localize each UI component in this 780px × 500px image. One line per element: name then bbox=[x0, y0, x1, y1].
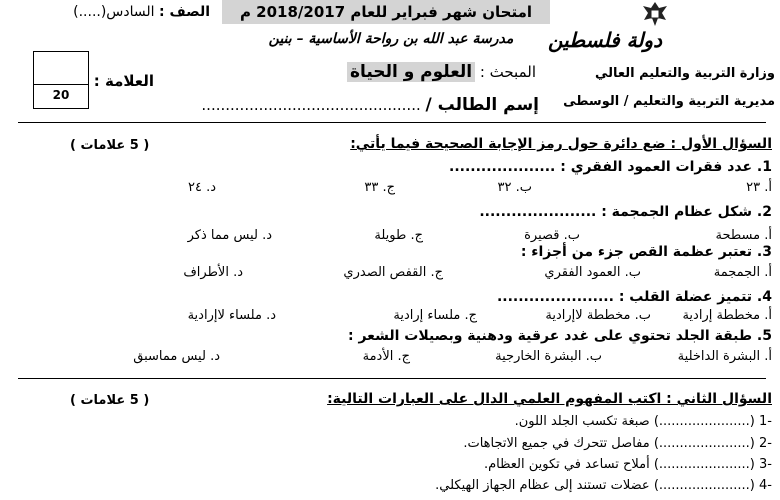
q1-item-3-option-c[interactable]: ج. القفص الصدري bbox=[343, 265, 443, 280]
section-divider bbox=[18, 378, 766, 379]
q2-item-3[interactable]: -3 (......................) أملاح تساعد في تكوين العظام. bbox=[483, 457, 772, 472]
grade-label: الصف : bbox=[159, 4, 210, 20]
q1-item-4-option-c[interactable]: ج. ملساء إرادية bbox=[393, 308, 477, 323]
grade-line bbox=[73, 4, 210, 20]
q1-item-3-stem: 3. تعتبر عظمة القص جزء من أجزاء : bbox=[520, 244, 772, 260]
q1-item-5-option-a[interactable]: أ. البشرة الداخلية bbox=[677, 349, 772, 364]
palestine-emblem-icon bbox=[641, 0, 669, 28]
subject-value: العلوم و الحياة bbox=[347, 62, 475, 82]
q1-title: السؤال الأول : ضع دائرة حول رمز الإجابة الصحيحة فيما يأتي: bbox=[350, 136, 772, 152]
q2-title: السؤال الثاني : اكتب المفهوم العلمي الدال على العبارات التالية: bbox=[327, 391, 772, 407]
q2-item-1[interactable]: -1 (......................) صبغة تكسب الجلد اللون. bbox=[514, 414, 772, 429]
q1-item-4-option-a[interactable]: أ. مخططة إرادية bbox=[682, 308, 772, 323]
q2-item-2[interactable]: -2 (......................) مفاصل تتحرك في جميع الاتجاهات. bbox=[463, 436, 772, 451]
q1-item-4-option-b[interactable]: ب. مخططة لاإرادية bbox=[545, 308, 651, 323]
q1-item-3-option-d[interactable]: د. الأطراف bbox=[183, 265, 243, 280]
q1-item-2-option-b[interactable]: ب. قصيرة bbox=[524, 228, 580, 243]
directorate-name: مديرية التربية والتعليم / الوسطى bbox=[563, 94, 775, 109]
mark-score-field[interactable] bbox=[34, 52, 88, 84]
q1-item-2-stem: 2. شكل عظام الجمجمة : ...................... bbox=[479, 204, 772, 220]
q1-item-5-option-c[interactable]: ج. الأدمة bbox=[362, 349, 410, 364]
q1-item-1-option-b[interactable]: ب. ٣٢ bbox=[497, 180, 532, 195]
mark-box-divider bbox=[34, 84, 88, 85]
student-name-line bbox=[201, 95, 539, 115]
mark-box bbox=[33, 51, 89, 109]
q1-item-1-option-c[interactable]: ج. ٣٣ bbox=[364, 180, 395, 195]
q1-item-5-option-b[interactable]: ب. البشرة الخارجية bbox=[495, 349, 602, 364]
exam-title: امتحان شهر فبراير للعام 2018/2017 م bbox=[239, 3, 533, 21]
ministry-name: وزارة التربية والتعليم العالي bbox=[594, 66, 775, 81]
q1-item-1-stem: 1. عدد فقرات العمود الفقري : .................... bbox=[449, 159, 772, 175]
header-divider bbox=[18, 122, 766, 123]
subject-line bbox=[347, 62, 536, 82]
q1-marks: ( 5 علامات ) bbox=[70, 138, 150, 153]
q1-item-3-option-a[interactable]: أ. الجمجمة bbox=[713, 265, 772, 280]
mark-label: العلامة : bbox=[93, 72, 154, 90]
student-label: إسم الطالب / bbox=[425, 95, 539, 115]
q1-item-5-stem: 5. طبقة الجلد تحتوي على غدد عرقية ودهنية وبصيلات الشعر : bbox=[347, 328, 772, 344]
q1-item-3-option-b[interactable]: ب. العمود الفقري bbox=[544, 265, 641, 280]
q1-item-2-option-a[interactable]: أ. مسطحة bbox=[715, 228, 772, 243]
q1-item-2-option-d[interactable]: د. ليس مما ذكر bbox=[187, 228, 272, 243]
mark-total: 20 bbox=[52, 88, 70, 102]
q1-item-4-stem: 4. تتميز عضلة القلب : ...................... bbox=[496, 289, 772, 305]
q1-item-1-option-a[interactable]: أ. ٢٣ bbox=[746, 180, 772, 195]
grade-value: السادس(.....) bbox=[73, 4, 155, 20]
q2-item-4[interactable]: -4 (......................) عضلات تستند إلى عظام الجهاز الهيكلي. bbox=[435, 478, 772, 493]
q1-item-2-option-c[interactable]: ج. طويلة bbox=[374, 228, 423, 243]
q1-item-1-option-d[interactable]: د. ٢٤ bbox=[187, 180, 216, 195]
state-title: دولة فلسطين bbox=[547, 28, 662, 52]
q2-marks: ( 5 علامات ) bbox=[70, 393, 150, 408]
subject-label: المبحث : bbox=[479, 63, 536, 81]
school-name: مدرسة عبد الله بن رواحة الأساسية – بنين bbox=[268, 31, 514, 47]
student-name-field[interactable]: .............................................. bbox=[201, 96, 421, 114]
q1-item-5-option-d[interactable]: د. ليس مماسبق bbox=[133, 349, 220, 364]
q1-item-4-option-d[interactable]: د. ملساء لاإرادية bbox=[187, 308, 276, 323]
